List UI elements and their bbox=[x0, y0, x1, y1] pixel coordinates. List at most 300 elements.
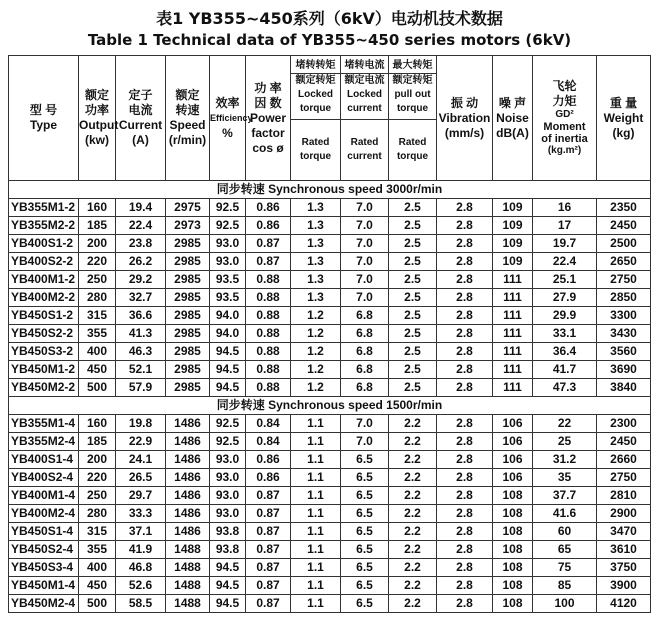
table-cell: 41.6 bbox=[533, 505, 597, 523]
table-cell: 6.8 bbox=[341, 307, 389, 325]
table-row bbox=[9, 451, 651, 469]
table-cell: 36.4 bbox=[533, 343, 597, 361]
table-cell: 26.2 bbox=[116, 253, 166, 271]
table-row bbox=[9, 217, 651, 235]
table-cell: 1.1 bbox=[291, 451, 341, 469]
table-row bbox=[9, 595, 651, 613]
table-cell: 2.8 bbox=[437, 523, 493, 541]
table-cell: 1.1 bbox=[291, 415, 341, 433]
header-inertia: 飞轮 力矩 GD² Moment of inertia (kg.m²) bbox=[533, 56, 597, 181]
table-cell: 0.88 bbox=[246, 343, 291, 361]
table-row bbox=[9, 271, 651, 289]
table-cell: 2.8 bbox=[437, 541, 493, 559]
table-cell: 2660 bbox=[597, 451, 651, 469]
table-cell: 35 bbox=[533, 469, 597, 487]
table-cell: 0.86 bbox=[246, 469, 291, 487]
table-cell: 0.88 bbox=[246, 289, 291, 307]
table-cell: 111 bbox=[493, 361, 533, 379]
table-cell: 2810 bbox=[597, 487, 651, 505]
table-cell: 7.0 bbox=[341, 217, 389, 235]
table-cell: 17 bbox=[533, 217, 597, 235]
table-cell: 3470 bbox=[597, 523, 651, 541]
table-cell: 2.2 bbox=[389, 577, 437, 595]
table-row bbox=[9, 541, 651, 559]
table-cell: 2.2 bbox=[389, 505, 437, 523]
table-cell: 94.5 bbox=[210, 361, 246, 379]
table-cell: 6.5 bbox=[341, 523, 389, 541]
table-cell: 2985 bbox=[166, 271, 210, 289]
header-locked-torque: 堵转转矩 额定转矩 Locked torque bbox=[291, 56, 341, 120]
table-cell: 2.8 bbox=[437, 595, 493, 613]
table-cell: 94.0 bbox=[210, 325, 246, 343]
table-cell: 111 bbox=[493, 307, 533, 325]
table-cell: 2300 bbox=[597, 415, 651, 433]
table-cell: 2.2 bbox=[389, 433, 437, 451]
table-cell: 3300 bbox=[597, 307, 651, 325]
model-cell: YB400S1-4 bbox=[9, 451, 79, 469]
table-cell: 7.0 bbox=[341, 235, 389, 253]
table-cell: 93.5 bbox=[210, 271, 246, 289]
table-cell: 2.2 bbox=[389, 559, 437, 577]
table-cell: 1.2 bbox=[291, 325, 341, 343]
table-title-en: Table 1 Technical data of YB355~450 series motors (6kV) bbox=[87, 31, 572, 49]
table-cell: 2985 bbox=[166, 289, 210, 307]
table-cell: 93.0 bbox=[210, 253, 246, 271]
table-row bbox=[9, 379, 651, 397]
table-cell: 160 bbox=[79, 415, 116, 433]
table-cell: 2.2 bbox=[389, 523, 437, 541]
table-cell: 6.8 bbox=[341, 379, 389, 397]
table-cell: 60 bbox=[533, 523, 597, 541]
table-cell: 94.0 bbox=[210, 307, 246, 325]
table-row bbox=[9, 433, 651, 451]
table-cell: 93.8 bbox=[210, 523, 246, 541]
table-cell: 2650 bbox=[597, 253, 651, 271]
table-cell: 2.8 bbox=[437, 451, 493, 469]
model-cell: YB450M1-2 bbox=[9, 361, 79, 379]
table-row bbox=[9, 361, 651, 379]
table-cell: 2.8 bbox=[437, 415, 493, 433]
table-cell: 94.5 bbox=[210, 595, 246, 613]
table-cell: 41.3 bbox=[116, 325, 166, 343]
table-cell: 2.8 bbox=[437, 271, 493, 289]
model-cell: YB450S1-2 bbox=[9, 307, 79, 325]
table-cell: 33.3 bbox=[116, 505, 166, 523]
table-cell: 1488 bbox=[166, 577, 210, 595]
table-cell: 58.5 bbox=[116, 595, 166, 613]
table-cell: 106 bbox=[493, 433, 533, 451]
table-cell: 106 bbox=[493, 469, 533, 487]
table-cell: 1.1 bbox=[291, 541, 341, 559]
table-cell: 1.1 bbox=[291, 577, 341, 595]
table-cell: 92.5 bbox=[210, 217, 246, 235]
header-efficiency: 效率 Efficiency % bbox=[210, 56, 246, 181]
table-cell: 22.9 bbox=[116, 433, 166, 451]
header-locked-current-rated: Rated current bbox=[341, 120, 389, 181]
table-cell: 0.87 bbox=[246, 235, 291, 253]
table-cell: 1486 bbox=[166, 433, 210, 451]
table-row bbox=[9, 487, 651, 505]
motor-data-table bbox=[8, 55, 651, 613]
table-cell: 6.5 bbox=[341, 487, 389, 505]
table-cell: 25.1 bbox=[533, 271, 597, 289]
table-cell: 2.5 bbox=[389, 379, 437, 397]
table-cell: 108 bbox=[493, 523, 533, 541]
table-cell: 355 bbox=[79, 541, 116, 559]
model-cell: YB400M2-2 bbox=[9, 289, 79, 307]
table-cell: 7.0 bbox=[341, 199, 389, 217]
model-cell: YB450S3-2 bbox=[9, 343, 79, 361]
table-cell: 500 bbox=[79, 595, 116, 613]
table-cell: 92.5 bbox=[210, 433, 246, 451]
table-cell: 47.3 bbox=[533, 379, 597, 397]
table-cell: 200 bbox=[79, 451, 116, 469]
table-cell: 16 bbox=[533, 199, 597, 217]
table-cell: 400 bbox=[79, 343, 116, 361]
model-cell: YB355M2-2 bbox=[9, 217, 79, 235]
table-cell: 57.9 bbox=[116, 379, 166, 397]
table-cell: 3690 bbox=[597, 361, 651, 379]
table-cell: 0.88 bbox=[246, 307, 291, 325]
table-cell: 111 bbox=[493, 343, 533, 361]
table-row bbox=[9, 505, 651, 523]
table-cell: 1488 bbox=[166, 595, 210, 613]
section-label: 同步转速 Synchronous speed 1500r/min bbox=[9, 397, 651, 415]
table-cell: 0.87 bbox=[246, 505, 291, 523]
table-cell: 220 bbox=[79, 253, 116, 271]
header-current: 定子 电流 Current (A) bbox=[116, 56, 166, 181]
table-cell: 2.8 bbox=[437, 235, 493, 253]
table-cell: 0.87 bbox=[246, 541, 291, 559]
model-cell: YB355M1-2 bbox=[9, 199, 79, 217]
table-cell: 185 bbox=[79, 217, 116, 235]
table-cell: 52.1 bbox=[116, 361, 166, 379]
header-output: 额定 功率 Output (kw) bbox=[79, 56, 116, 181]
table-cell: 93.0 bbox=[210, 505, 246, 523]
table-cell: 1.2 bbox=[291, 361, 341, 379]
table-cell: 3900 bbox=[597, 577, 651, 595]
table-cell: 2.5 bbox=[389, 199, 437, 217]
table-cell: 33.1 bbox=[533, 325, 597, 343]
model-cell: YB400S2-2 bbox=[9, 253, 79, 271]
table-cell: 46.8 bbox=[116, 559, 166, 577]
table-cell: 2.5 bbox=[389, 217, 437, 235]
table-cell: 3610 bbox=[597, 541, 651, 559]
table-cell: 1.2 bbox=[291, 343, 341, 361]
model-cell: YB450S1-4 bbox=[9, 523, 79, 541]
table-cell: 2500 bbox=[597, 235, 651, 253]
table-cell: 1.3 bbox=[291, 289, 341, 307]
table-cell: 7.0 bbox=[341, 433, 389, 451]
table-row bbox=[9, 415, 651, 433]
table-cell: 23.8 bbox=[116, 235, 166, 253]
table-cell: 25 bbox=[533, 433, 597, 451]
table-cell: 280 bbox=[79, 505, 116, 523]
table-cell: 29.2 bbox=[116, 271, 166, 289]
table-cell: 111 bbox=[493, 379, 533, 397]
table-cell: 100 bbox=[533, 595, 597, 613]
table-cell: 1486 bbox=[166, 451, 210, 469]
table-cell: 1.3 bbox=[291, 199, 341, 217]
table-cell: 22.4 bbox=[533, 253, 597, 271]
table-cell: 52.6 bbox=[116, 577, 166, 595]
header-locked-torque-rated: Rated torque bbox=[291, 120, 341, 181]
table-row bbox=[9, 307, 651, 325]
table-cell: 1.1 bbox=[291, 469, 341, 487]
table-cell: 2900 bbox=[597, 505, 651, 523]
table-row bbox=[9, 577, 651, 595]
table-cell: 1.2 bbox=[291, 307, 341, 325]
header-weight: 重 量 Weight (kg) bbox=[597, 56, 651, 181]
table-cell: 1488 bbox=[166, 541, 210, 559]
table-cell: 450 bbox=[79, 577, 116, 595]
model-cell: YB450S3-4 bbox=[9, 559, 79, 577]
table-cell: 2.5 bbox=[389, 235, 437, 253]
section-header-row bbox=[9, 181, 651, 199]
table-cell: 2.8 bbox=[437, 307, 493, 325]
table-cell: 36.6 bbox=[116, 307, 166, 325]
table-cell: 1.2 bbox=[291, 379, 341, 397]
table-cell: 1.3 bbox=[291, 253, 341, 271]
table-cell: 2.8 bbox=[437, 559, 493, 577]
table-cell: 2.5 bbox=[389, 289, 437, 307]
table-cell: 1486 bbox=[166, 415, 210, 433]
header-max-torque-rated: Rated torque bbox=[389, 120, 437, 181]
table-cell: 6.5 bbox=[341, 505, 389, 523]
table-cell: 93.0 bbox=[210, 487, 246, 505]
table-cell: 6.5 bbox=[341, 595, 389, 613]
table-title-zh: 表1 YB355~450系列（6kV）电动机技术数据 bbox=[156, 9, 503, 28]
table-cell: 0.88 bbox=[246, 361, 291, 379]
table-cell: 2985 bbox=[166, 253, 210, 271]
table-cell: 19.4 bbox=[116, 199, 166, 217]
table-cell: 29.9 bbox=[533, 307, 597, 325]
table-cell: 85 bbox=[533, 577, 597, 595]
table-cell: 0.87 bbox=[246, 253, 291, 271]
table-cell: 0.86 bbox=[246, 199, 291, 217]
table-cell: 0.86 bbox=[246, 217, 291, 235]
table-cell: 1486 bbox=[166, 487, 210, 505]
table-cell: 2.8 bbox=[437, 361, 493, 379]
section-label: 同步转速 Synchronous speed 3000r/min bbox=[9, 181, 651, 199]
table-cell: 94.5 bbox=[210, 559, 246, 577]
table-cell: 3840 bbox=[597, 379, 651, 397]
table-cell: 109 bbox=[493, 217, 533, 235]
model-cell: YB450M2-4 bbox=[9, 595, 79, 613]
table-cell: 109 bbox=[493, 235, 533, 253]
table-cell: 2.8 bbox=[437, 505, 493, 523]
table-cell: 7.0 bbox=[341, 253, 389, 271]
table-cell: 6.5 bbox=[341, 451, 389, 469]
table-cell: 2.2 bbox=[389, 487, 437, 505]
table-row bbox=[9, 325, 651, 343]
section-header-row bbox=[9, 397, 651, 415]
table-cell: 6.5 bbox=[341, 541, 389, 559]
table-cell: 2.8 bbox=[437, 217, 493, 235]
table-cell: 108 bbox=[493, 505, 533, 523]
table-cell: 2.2 bbox=[389, 541, 437, 559]
table-cell: 1.1 bbox=[291, 559, 341, 577]
table-cell: 108 bbox=[493, 559, 533, 577]
table-cell: 22 bbox=[533, 415, 597, 433]
table-cell: 2450 bbox=[597, 217, 651, 235]
table-cell: 2.5 bbox=[389, 271, 437, 289]
table-cell: 1.3 bbox=[291, 271, 341, 289]
table-cell: 1.1 bbox=[291, 433, 341, 451]
table-cell: 3560 bbox=[597, 343, 651, 361]
table-cell: 93.0 bbox=[210, 469, 246, 487]
table-cell: 75 bbox=[533, 559, 597, 577]
table-cell: 0.87 bbox=[246, 523, 291, 541]
header-noise: 噪 声 Noise dB(A) bbox=[493, 56, 533, 181]
table-cell: 7.0 bbox=[341, 289, 389, 307]
table-cell: 2750 bbox=[597, 469, 651, 487]
table-cell: 1488 bbox=[166, 559, 210, 577]
table-row bbox=[9, 523, 651, 541]
table-row bbox=[9, 199, 651, 217]
table-cell: 2850 bbox=[597, 289, 651, 307]
table-cell: 2.8 bbox=[437, 199, 493, 217]
model-cell: YB450S2-2 bbox=[9, 325, 79, 343]
table-cell: 93.8 bbox=[210, 541, 246, 559]
table-header bbox=[9, 56, 651, 181]
table-cell: 0.87 bbox=[246, 487, 291, 505]
header-vibration: 振 动 Vibration (mm/s) bbox=[437, 56, 493, 181]
header-type: 型 号 Type bbox=[9, 56, 79, 181]
table-cell: 2.5 bbox=[389, 325, 437, 343]
table-cell: 2985 bbox=[166, 325, 210, 343]
table-cell: 2985 bbox=[166, 343, 210, 361]
table-cell: 108 bbox=[493, 595, 533, 613]
table-cell: 19.8 bbox=[116, 415, 166, 433]
table-cell: 6.5 bbox=[341, 559, 389, 577]
table-cell: 280 bbox=[79, 289, 116, 307]
model-cell: YB355M2-4 bbox=[9, 433, 79, 451]
table-cell: 26.5 bbox=[116, 469, 166, 487]
table-cell: 0.87 bbox=[246, 577, 291, 595]
table-cell: 6.8 bbox=[341, 361, 389, 379]
table-cell: 1486 bbox=[166, 469, 210, 487]
table-cell: 3750 bbox=[597, 559, 651, 577]
table-cell: 0.88 bbox=[246, 271, 291, 289]
table-cell: 111 bbox=[493, 325, 533, 343]
table-cell: 355 bbox=[79, 325, 116, 343]
model-cell: YB400M2-4 bbox=[9, 505, 79, 523]
table-cell: 6.5 bbox=[341, 469, 389, 487]
table-cell: 2.5 bbox=[389, 253, 437, 271]
table-cell: 2.2 bbox=[389, 469, 437, 487]
table-cell: 2.5 bbox=[389, 307, 437, 325]
table-cell: 2750 bbox=[597, 271, 651, 289]
table-cell: 1.1 bbox=[291, 487, 341, 505]
table-cell: 106 bbox=[493, 415, 533, 433]
table-cell: 1.3 bbox=[291, 217, 341, 235]
table-cell: 0.88 bbox=[246, 325, 291, 343]
table-cell: 111 bbox=[493, 271, 533, 289]
model-cell: YB450S2-4 bbox=[9, 541, 79, 559]
table-cell: 0.88 bbox=[246, 379, 291, 397]
table-cell: 2.5 bbox=[389, 343, 437, 361]
table-cell: 93.5 bbox=[210, 289, 246, 307]
table-cell: 0.84 bbox=[246, 433, 291, 451]
table-cell: 2985 bbox=[166, 379, 210, 397]
table-cell: 31.2 bbox=[533, 451, 597, 469]
table-cell: 2.8 bbox=[437, 325, 493, 343]
table-cell: 2.8 bbox=[437, 253, 493, 271]
table-cell: 37.7 bbox=[533, 487, 597, 505]
table-cell: 92.5 bbox=[210, 415, 246, 433]
table-cell: 2.2 bbox=[389, 595, 437, 613]
header-locked-current: 堵转电流 额定电流 Locked current bbox=[341, 56, 389, 120]
table-cell: 2985 bbox=[166, 235, 210, 253]
table-cell: 4120 bbox=[597, 595, 651, 613]
table-cell: 109 bbox=[493, 199, 533, 217]
table-cell: 250 bbox=[79, 487, 116, 505]
table-cell: 315 bbox=[79, 307, 116, 325]
table-cell: 111 bbox=[493, 289, 533, 307]
table-cell: 7.0 bbox=[341, 415, 389, 433]
table-cell: 7.0 bbox=[341, 271, 389, 289]
table-cell: 200 bbox=[79, 235, 116, 253]
table-cell: 24.1 bbox=[116, 451, 166, 469]
table-cell: 92.5 bbox=[210, 199, 246, 217]
table-cell: 450 bbox=[79, 361, 116, 379]
table-cell: 41.9 bbox=[116, 541, 166, 559]
table-cell: 0.87 bbox=[246, 595, 291, 613]
table-cell: 2.8 bbox=[437, 433, 493, 451]
header-speed: 额定 转速 Speed (r/min) bbox=[166, 56, 210, 181]
table-cell: 1486 bbox=[166, 523, 210, 541]
table-cell: 2.8 bbox=[437, 379, 493, 397]
table-row bbox=[9, 235, 651, 253]
table-cell: 500 bbox=[79, 379, 116, 397]
table-cell: 6.5 bbox=[341, 577, 389, 595]
table-cell: 65 bbox=[533, 541, 597, 559]
table-cell: 22.4 bbox=[116, 217, 166, 235]
table-cell: 2.8 bbox=[437, 289, 493, 307]
table-cell: 315 bbox=[79, 523, 116, 541]
table-row bbox=[9, 469, 651, 487]
table-cell: 106 bbox=[493, 451, 533, 469]
table-cell: 108 bbox=[493, 487, 533, 505]
table-cell: 2450 bbox=[597, 433, 651, 451]
table-cell: 2.8 bbox=[437, 343, 493, 361]
table-cell: 2.8 bbox=[437, 469, 493, 487]
table-cell: 108 bbox=[493, 541, 533, 559]
table-cell: 37.1 bbox=[116, 523, 166, 541]
header-power-factor: 功 率 因 数 Power factor cos ø bbox=[246, 56, 291, 181]
table-cell: 2.2 bbox=[389, 415, 437, 433]
table-cell: 220 bbox=[79, 469, 116, 487]
table-cell: 109 bbox=[493, 253, 533, 271]
table-cell: 0.87 bbox=[246, 559, 291, 577]
table-cell: 6.8 bbox=[341, 343, 389, 361]
model-cell: YB355M1-4 bbox=[9, 415, 79, 433]
model-cell: YB400S2-4 bbox=[9, 469, 79, 487]
table-cell: 27.9 bbox=[533, 289, 597, 307]
model-cell: YB450M2-2 bbox=[9, 379, 79, 397]
table-cell: 2.8 bbox=[437, 487, 493, 505]
table-cell: 3430 bbox=[597, 325, 651, 343]
table-cell: 1.3 bbox=[291, 235, 341, 253]
table-cell: 93.0 bbox=[210, 235, 246, 253]
table-cell: 185 bbox=[79, 433, 116, 451]
model-cell: YB400S1-2 bbox=[9, 235, 79, 253]
table-cell: 6.8 bbox=[341, 325, 389, 343]
table-cell: 1.1 bbox=[291, 595, 341, 613]
table-cell: 2975 bbox=[166, 199, 210, 217]
table-cell: 0.86 bbox=[246, 451, 291, 469]
